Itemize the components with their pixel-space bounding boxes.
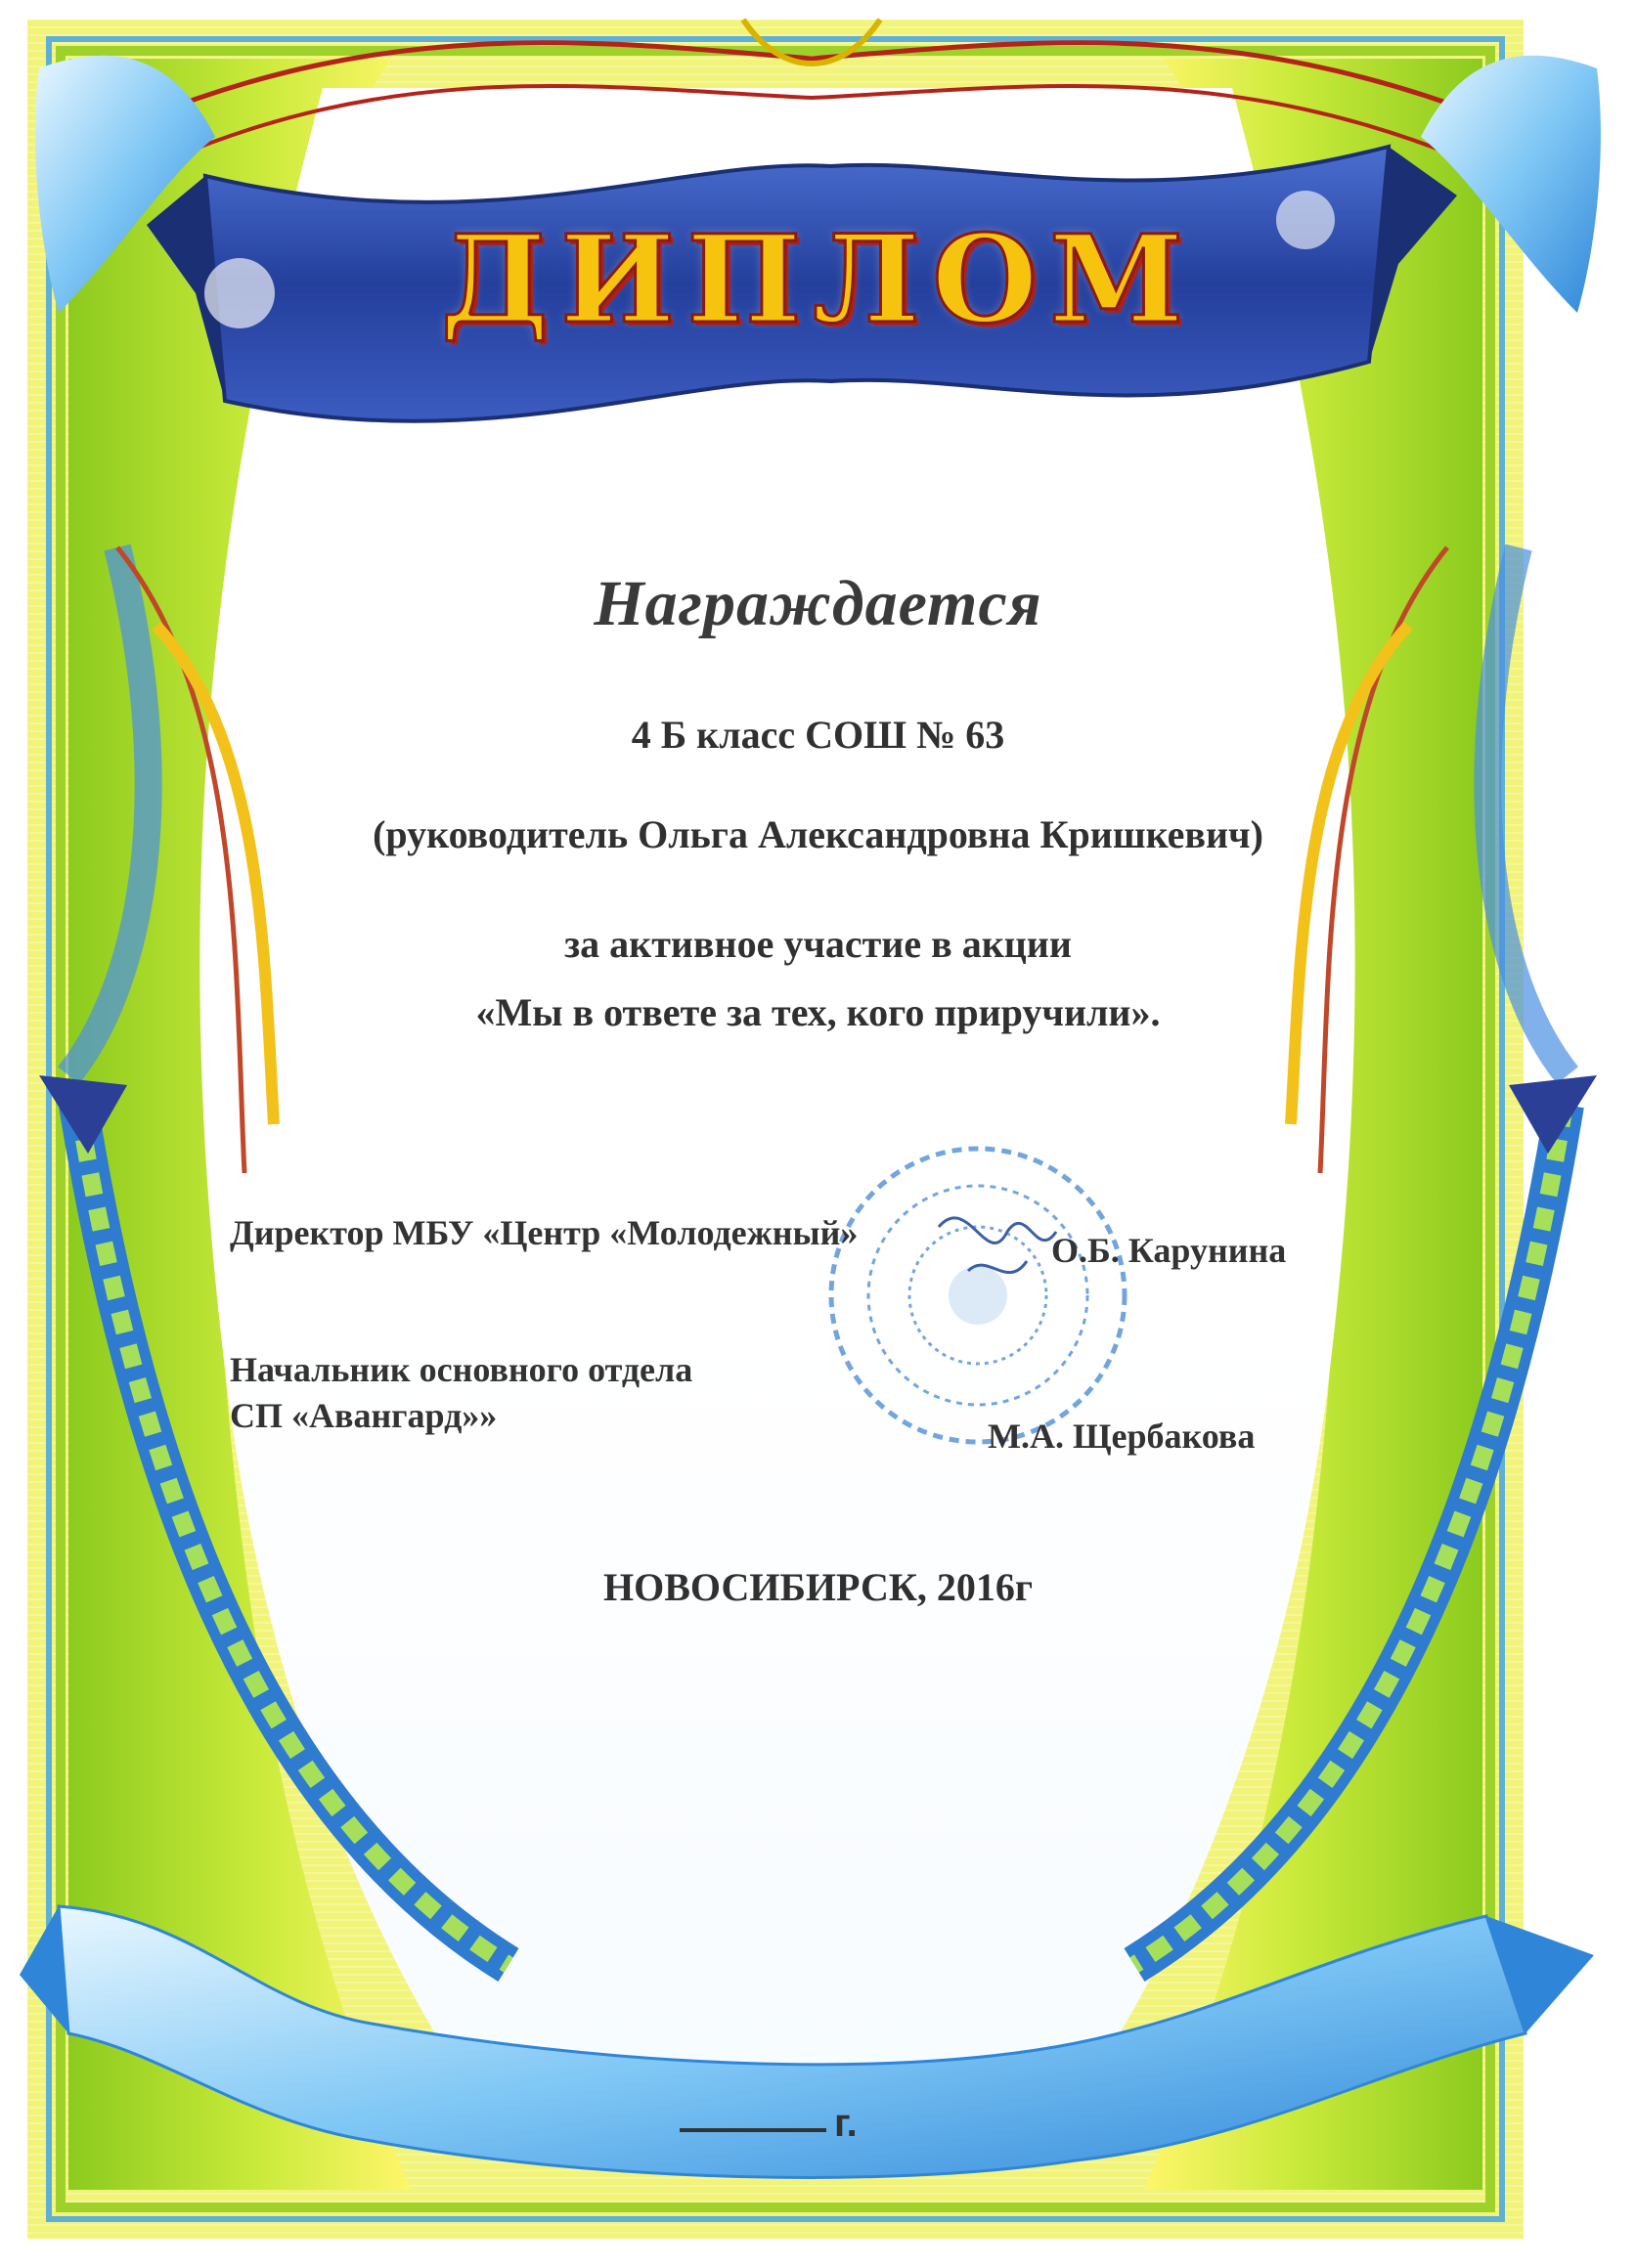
- date-field: [680, 2102, 858, 2146]
- head-name: М.А. Щербакова: [988, 1417, 1256, 1456]
- reason-line-1: за активное участие в акции: [564, 922, 1072, 966]
- awarded-heading: Награждается: [594, 568, 1042, 639]
- head-title-line-2: СП «Авангард»»: [230, 1396, 498, 1435]
- diploma-title: ДИПЛОМ: [440, 209, 1196, 351]
- reason-line-2: «Мы в ответе за тех, кого приручили».: [475, 990, 1161, 1034]
- date-blank: [680, 2128, 826, 2132]
- supervisor: (руководитель Ольга Александровна Кришкевич): [373, 812, 1263, 856]
- head-title-line-1: Начальник основного отдела: [230, 1350, 693, 1389]
- director-title: Директор МБУ «Центр «Молодежный»: [230, 1213, 859, 1252]
- recipient: 4 Б класс СОШ № 63: [631, 713, 1005, 757]
- place-year: НОВОСИБИРСК, 2016г: [602, 1565, 1034, 1609]
- director-name: О.Б. Карунина: [1051, 1231, 1287, 1270]
- date-suffix: г.: [834, 2102, 858, 2145]
